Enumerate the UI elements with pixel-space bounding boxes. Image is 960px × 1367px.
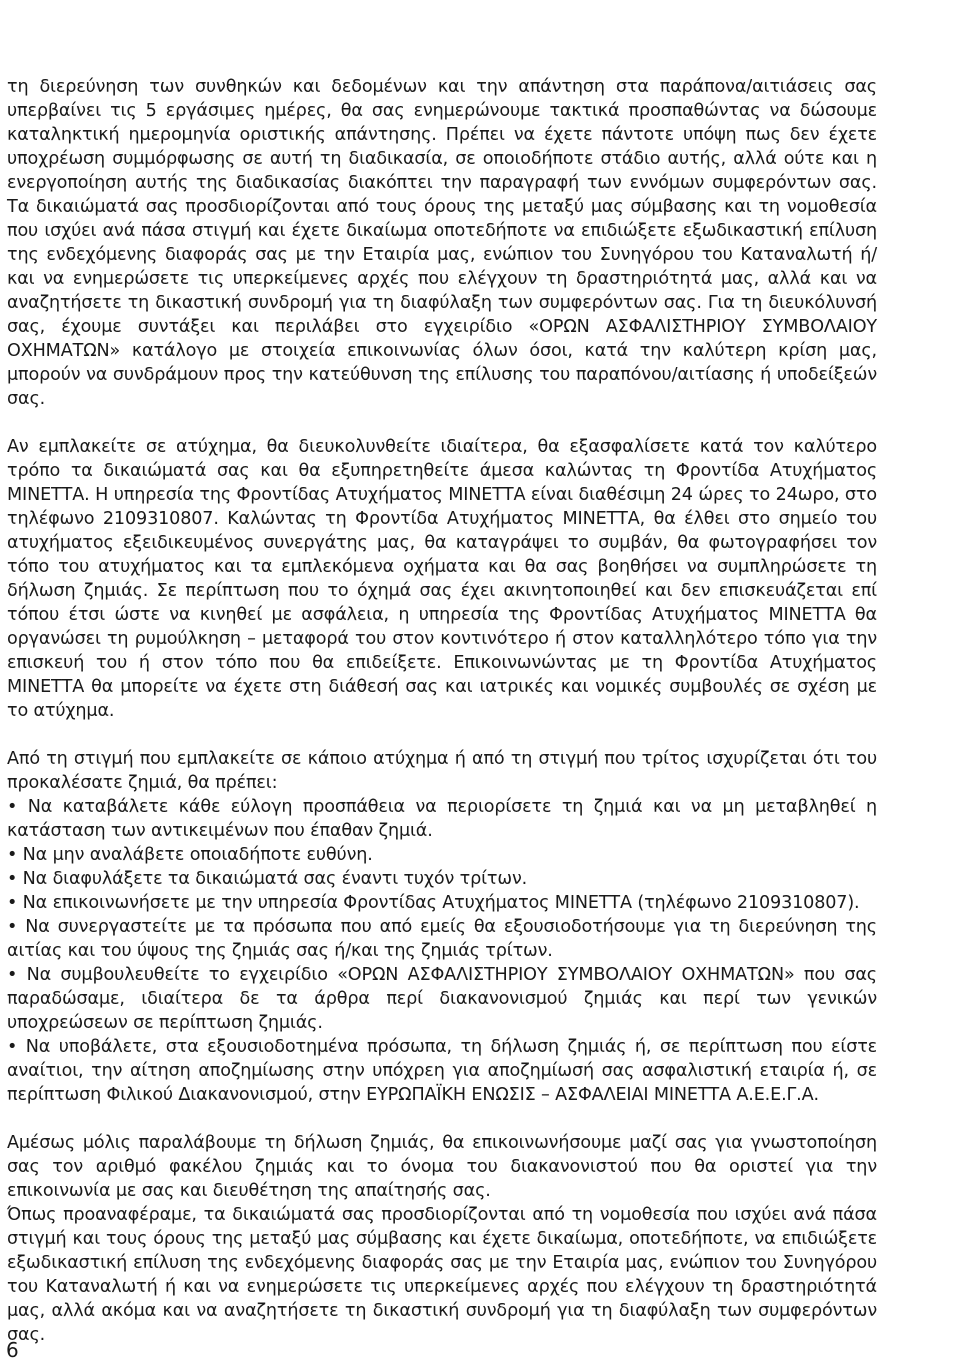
list-item: • Να συμβουλευθείτε το εγχειρίδιο «ΟΡΩΝ ΑΣΦΑΛΙΣΤΗΡΙΟΥ ΣΥΜΒΟΛΑΙΟΥ ΟΧΗΜΑΤΩΝ» που σας παραδώσαμε, ιδιαίτερα δε τα άρθρα περί διακανονισμού ζημιάς και περί των γενικών υποχρεώσεων σε περίπτωση ζημιάς. [7, 965, 877, 1033]
list-item: • Να διαφυλάξετε τα δικαιώματά σας έναντι τυχόν τρίτων. [7, 869, 528, 889]
page-number: 6 [6, 1338, 19, 1362]
document-body [7, 75, 877, 1347]
list-item: • Να υποβάλετε, στα εξουσιοδοτημένα πρόσωπα, τη δήλωση ζημιάς ή, σε περίπτωση που είστε αναίτιοι, την αίτηση αποζημίωσης στην υπόχρεη για αποζημίωσή σας ασφαλιστική εταιρία ή, σε περίπτωση Φιλικού Διακανονισμού, στην ΕΥΡΩΠΑΪΚΗ ΕΝΩΣΙΣ – ΑΣΦΑΛΕΙΑΙ ΜΙΝΕΤΤΑ Α.Ε.Ε.Γ.Α. [7, 1037, 877, 1105]
list-item: • Να μην αναλάβετε οποιαδήποτε ευθύνη. [7, 845, 373, 865]
paragraph-spacer [7, 723, 877, 747]
paragraph-spacer [7, 1107, 877, 1131]
list-item: • Να επικοινωνήσετε με την υπηρεσία Φροντίδας Ατυχήματος ΜΙΝΕΤΤΑ (τηλέφωνο 2109310807). [7, 893, 860, 913]
paragraph-rights-summary: Όπως προαναφέραμε, τα δικαιώματά σας προσδιορίζονται από τη νομοθεσία που ισχύει ανά πάσα στιγμή και τους όρους της μεταξύ μας σύμβασης και έχετε δικαίωμα, οποτεδήποτε, να επιδιώξετε εξωδικαστική επίλυση της ενδεχόμενης διαφοράς σας με την Εταιρία μας, ενώπιον του Συνηγόρου του Καταναλωτή ή και να ενημερώσετε τις υπερκείμενες αρχές που ελέγχουν τη δραστηριότητά μας, αλλά ακόμα και να αναζητήσετε τη δικαστική συνδρομή για τη διαφύλαξη των συμφερόντων σας. [7, 1205, 877, 1345]
list-item: • Να συνεργαστείτε με τα πρόσωπα που από εμείς θα εξουσιοδοτήσουμε για τη διερεύνηση της αιτίας και του ύψους της ζημιάς σας ή/και της ζημιάς τρίτων. [7, 917, 877, 961]
paragraph-spacer [7, 411, 877, 435]
paragraph-accident-care: Αν εμπλακείτε σε ατύχημα, θα διευκολυνθείτε ιδιαίτερα, θα εξασφαλίσετε κατά τον καλύτερο τρόπο τα δικαιώματά σας και θα εξυπηρετηθείτε άμεσα καλώντας τη Φροντίδα Ατυχήματος ΜΙΝΕΤΤΑ. Η υπηρεσία της Φροντίδας Ατυχήματος ΜΙΝΕΤΤΑ είναι διαθέσιμη 24 ώρες το 24ωρο, στο τηλέφωνο 2109310807. Καλώντας τη Φροντίδα Ατυχήματος ΜΙΝΕΤΤΑ, θα έλθει στο σημείο του ατυχήματος εξειδικευμένος συνεργάτης μας, θα καταγράψει το συμβάν, θα φωτογραφήσει τον τόπο του ατυχήματος και τα εμπλεκόμενα οχήματα και θα σας βοηθήσει να συμπληρώσετε τη δήλωση ζημιάς. Σε περίπτωση που το όχημά σας έχει ακινητοποιηθεί και δεν επισκευάζεται επί τόπου έτσι ώστε να κινηθεί με ασφάλεια, η υπηρεσία της Φροντίδας Ατυχήματος ΜΙΝΕΤΤΑ θα οργανώσει τη ρυμούλκηση – μεταφορά του στον κοντινότερο ή στον καταλληλότερο τόπο για την επισκευή του ή στον τόπο που θα επιδείξετε. Επικοινωνώντας με τη Φροντίδα Ατυχήματος ΜΙΝΕΤΤΑ θα μπορείτε να έχετε στη διάθεσή σας και ιατρικές και νομικές συμβουλές σε σχέση με το ατύχημα. [7, 437, 877, 721]
paragraph-claim-receipt: Αμέσως μόλις παραλάβουμε τη δήλωση ζημιάς, θα επικοινωνήσουμε μαζί σας για γνωστοποίηση σας τον αριθμό φακέλου ζημιάς και το όνομα του διακανονιστού που θα οριστεί για την επικοινωνία με σας και διευθέτηση της απαίτησής σας. [7, 1133, 877, 1201]
paragraph-obligations-intro: Από τη στιγμή που εμπλακείτε σε κάποιο ατύχημα ή από τη στιγμή που τρίτος ισχυρίζεται ότι του προκαλέσατε ζημιά, θα πρέπει: [7, 749, 877, 793]
paragraph-complaints-procedure: τη διερεύνηση των συνθηκών και δεδομένων και την απάντηση στα παράπονα/αιτιάσεις σας υπερβαίνει τις 5 εργάσιμες ημέρες, θα σας ενημερώνουμε τακτικά προσπαθώντας να δώσουμε καταληκτική ημερομηνία οριστικής απάντησης. Πρέπει να έχετε πάντοτε υπόψη πως δεν έχετε υποχρέωση συμμόρφωσης σε αυτή τη διαδικασία, σε οποιοδήποτε στάδιο αυτής, αλλά ούτε και η ενεργοποίηση αυτής της διαδικασίας διακόπτει την παραγραφή των εννόμων συμφερόντων σας. Τα δικαιώματά σας προσδιορίζονται από τους όρους της μεταξύ μας σύμβασης και τη νομοθεσία που ισχύει ανά πάσα στιγμή και έχετε δικαίωμα οποτεδήποτε να επιδιώξετε εξωδικαστική επίλυση της ενδεχόμενης διαφοράς σας με την Εταιρία μας, ενώπιον του Συνηγόρου του Καταναλωτή ή/ και να ενημερώσετε τις υπερκείμενες αρχές που ελέγχουν τη δραστηριότητά μας, αλλά και να αναζητήσετε τη δικαστική συνδρομή για τη διαφύλαξη των συμφερόντων σας. Για τη διευκόλυνσή σας, έχουμε συντάξει και περιλάβει στο εγχειρίδιο «ΟΡΩΝ ΑΣΦΑΛΙΣΤΗΡΙΟΥ ΣΥΜΒΟΛΑΙΟΥ ΟΧΗΜΑΤΩΝ» κατάλογο με στοιχεία επικοινωνίας όλων όσοι, κατά την καλύτερη κρίση μας, μπορούν να συνδράμουν προς την κατεύθυνση της επίλυσης του παραπόνου/αιτίασης ή υποδείξεών σας. [7, 77, 877, 409]
list-item: • Να καταβάλετε κάθε εύλογη προσπάθεια να περιορίσετε τη ζημιά και να μη μεταβληθεί η κατάσταση των αντικειμένων που έπαθαν ζημιά. [7, 797, 877, 841]
